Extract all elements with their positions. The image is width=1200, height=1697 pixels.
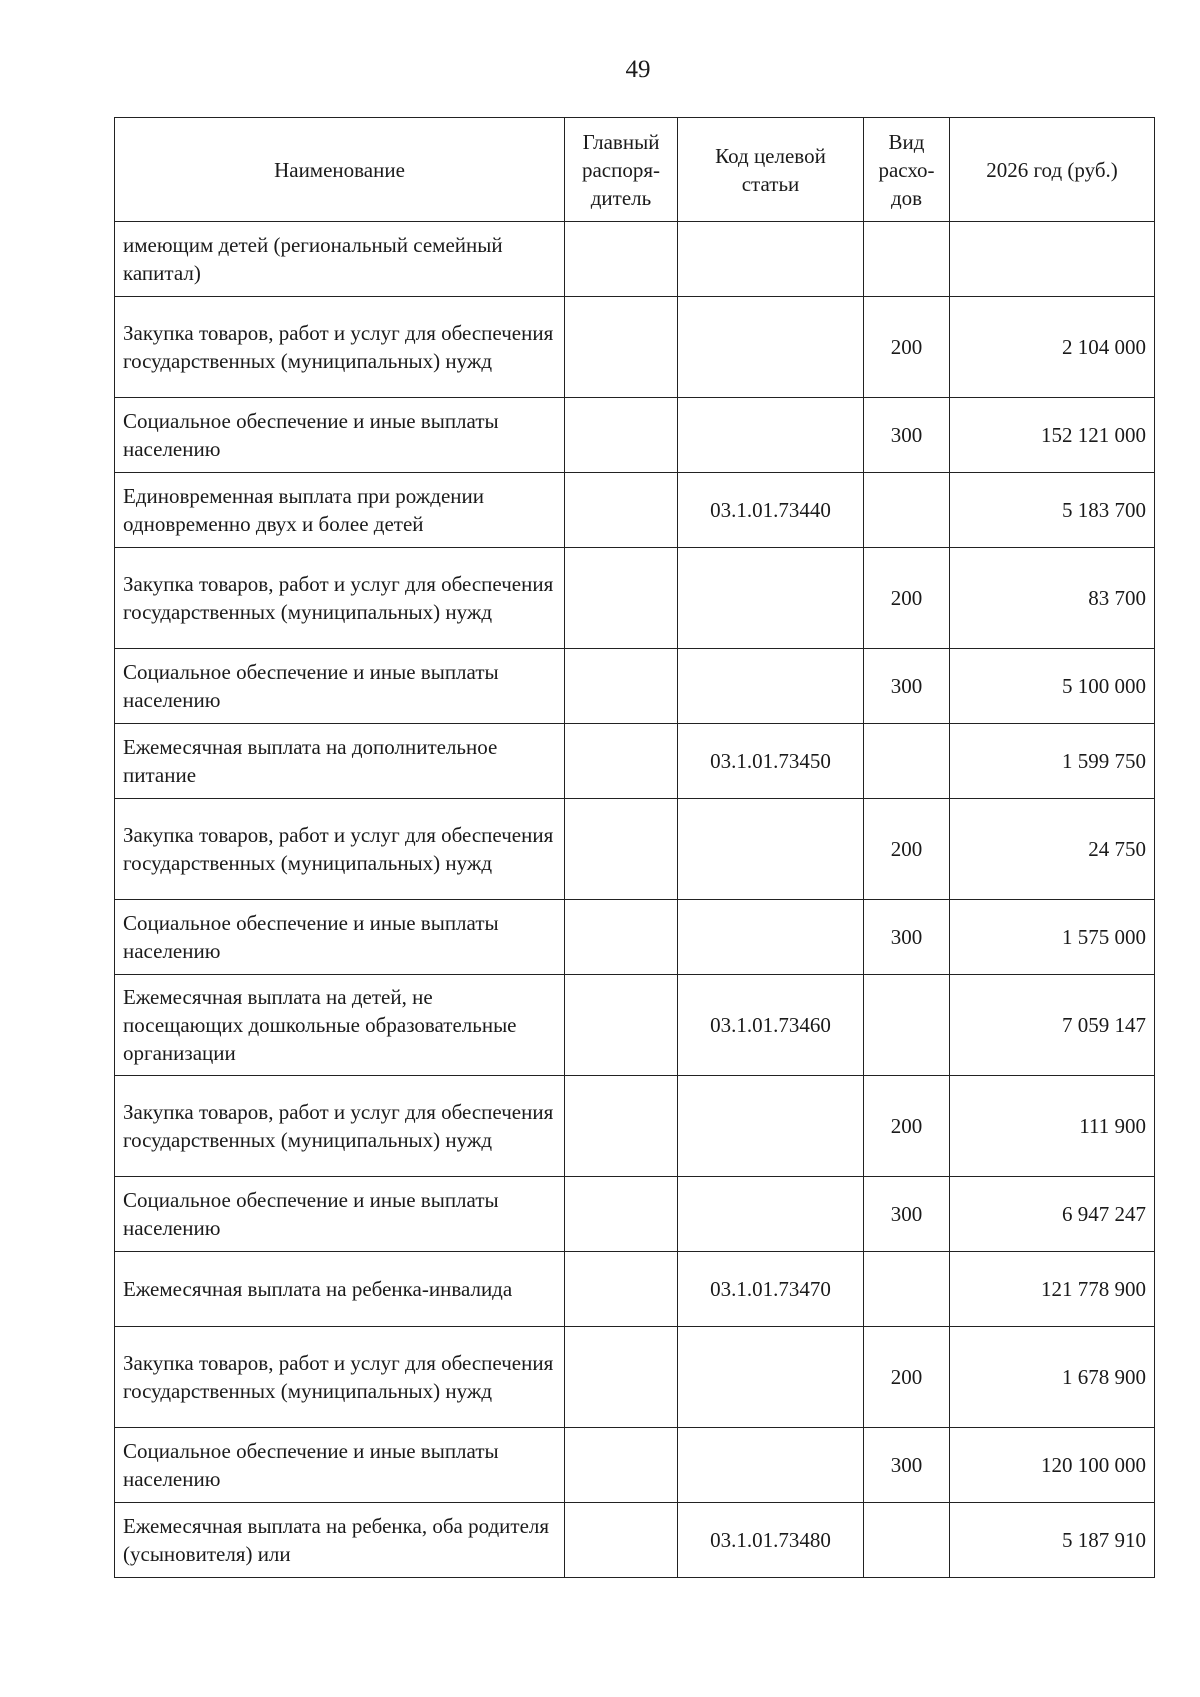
cell-expense-type [864, 975, 950, 1076]
cell-amount: 5 183 700 [950, 473, 1155, 548]
header-main-manager: Главный распоря-дитель [565, 118, 678, 222]
table-row [115, 473, 1155, 548]
cell-target-code: 03.1.01.73440 [678, 473, 864, 548]
cell-target-code: 03.1.01.73460 [678, 975, 864, 1076]
page-number: 49 [625, 56, 651, 83]
table-row [115, 649, 1155, 724]
cell-expense-type [864, 1503, 950, 1578]
cell-main-manager [565, 297, 678, 398]
table-row [115, 975, 1155, 1076]
cell-target-code [678, 1177, 864, 1252]
cell-amount: 5 100 000 [950, 649, 1155, 724]
cell-target-code [678, 649, 864, 724]
cell-target-code [678, 1076, 864, 1177]
cell-expense-type: 300 [864, 900, 950, 975]
table-row [115, 1177, 1155, 1252]
cell-expense-type: 300 [864, 1177, 950, 1252]
cell-main-manager [565, 222, 678, 297]
table-row [115, 548, 1155, 649]
cell-name: Закупка товаров, работ и услуг для обеспечения государственных (муниципальных) нужд [115, 1076, 565, 1177]
cell-amount: 1 599 750 [950, 724, 1155, 799]
table-row [115, 222, 1155, 297]
cell-main-manager [565, 1428, 678, 1503]
cell-target-code [678, 398, 864, 473]
cell-expense-type: 200 [864, 297, 950, 398]
cell-main-manager [565, 548, 678, 649]
cell-expense-type: 200 [864, 799, 950, 900]
cell-expense-type [864, 222, 950, 297]
cell-amount: 121 778 900 [950, 1252, 1155, 1327]
table-row [115, 724, 1155, 799]
cell-amount: 152 121 000 [950, 398, 1155, 473]
cell-main-manager [565, 724, 678, 799]
cell-amount: 1 575 000 [950, 900, 1155, 975]
cell-name: Ежемесячная выплата на ребенка-инвалида [115, 1252, 565, 1327]
cell-name: Социальное обеспечение и иные выплаты населению [115, 1177, 565, 1252]
cell-target-code: 03.1.01.73470 [678, 1252, 864, 1327]
cell-main-manager [565, 1076, 678, 1177]
cell-expense-type: 300 [864, 649, 950, 724]
cell-name: Социальное обеспечение и иные выплаты населению [115, 398, 565, 473]
cell-target-code [678, 1327, 864, 1428]
cell-amount [950, 222, 1155, 297]
cell-main-manager [565, 398, 678, 473]
cell-name: Ежемесячная выплата на дополнительное питание [115, 724, 565, 799]
cell-expense-type: 200 [864, 1327, 950, 1428]
table-row [115, 1076, 1155, 1177]
cell-main-manager [565, 900, 678, 975]
table-row [115, 398, 1155, 473]
cell-name: Ежемесячная выплата на детей, не посещающих дошкольные образовательные организации [115, 975, 565, 1076]
cell-target-code [678, 297, 864, 398]
cell-main-manager [565, 649, 678, 724]
table-row [115, 297, 1155, 398]
cell-expense-type [864, 473, 950, 548]
cell-main-manager [565, 1327, 678, 1428]
cell-expense-type: 300 [864, 1428, 950, 1503]
cell-target-code [678, 548, 864, 649]
cell-main-manager [565, 799, 678, 900]
cell-expense-type: 300 [864, 398, 950, 473]
cell-expense-type [864, 1252, 950, 1327]
header-target-code: Код целевой статьи [678, 118, 864, 222]
cell-target-code [678, 1428, 864, 1503]
cell-expense-type: 200 [864, 548, 950, 649]
cell-target-code [678, 222, 864, 297]
cell-main-manager [565, 1503, 678, 1578]
cell-main-manager [565, 1252, 678, 1327]
cell-target-code [678, 799, 864, 900]
cell-amount: 6 947 247 [950, 1177, 1155, 1252]
table-row [115, 1327, 1155, 1428]
cell-amount: 120 100 000 [950, 1428, 1155, 1503]
cell-target-code: 03.1.01.73480 [678, 1503, 864, 1578]
header-expense-type: Вид расхо-дов [864, 118, 950, 222]
cell-expense-type [864, 724, 950, 799]
header-row [115, 118, 1155, 222]
cell-name: Закупка товаров, работ и услуг для обеспечения государственных (муниципальных) нужд [115, 297, 565, 398]
cell-name: Социальное обеспечение и иные выплаты населению [115, 900, 565, 975]
header-year-2026: 2026 год (руб.) [950, 118, 1155, 222]
cell-name: Единовременная выплата при рождении одновременно двух и более детей [115, 473, 565, 548]
cell-amount: 7 059 147 [950, 975, 1155, 1076]
cell-amount: 24 750 [950, 799, 1155, 900]
cell-amount: 1 678 900 [950, 1327, 1155, 1428]
cell-target-code [678, 900, 864, 975]
budget-table [114, 117, 1155, 1578]
table-body [115, 222, 1155, 1578]
cell-name: Ежемесячная выплата на ребенка, оба родителя (усыновителя) или [115, 1503, 565, 1578]
cell-name: Социальное обеспечение и иные выплаты населению [115, 649, 565, 724]
cell-name: Закупка товаров, работ и услуг для обеспечения государственных (муниципальных) нужд [115, 548, 565, 649]
table-row [115, 1428, 1155, 1503]
header-name: Наименование [115, 118, 565, 222]
table-row [115, 1252, 1155, 1327]
table-row [115, 799, 1155, 900]
cell-target-code: 03.1.01.73450 [678, 724, 864, 799]
cell-expense-type: 200 [864, 1076, 950, 1177]
cell-amount: 111 900 [950, 1076, 1155, 1177]
cell-name: Закупка товаров, работ и услуг для обеспечения государственных (муниципальных) нужд [115, 1327, 565, 1428]
cell-name: Закупка товаров, работ и услуг для обеспечения государственных (муниципальных) нужд [115, 799, 565, 900]
table-row [115, 900, 1155, 975]
table-row [115, 1503, 1155, 1578]
table-header [115, 118, 1155, 222]
cell-main-manager [565, 975, 678, 1076]
cell-amount: 2 104 000 [950, 297, 1155, 398]
cell-name: имеющим детей (региональный семейный капитал) [115, 222, 565, 297]
cell-main-manager [565, 1177, 678, 1252]
cell-name: Социальное обеспечение и иные выплаты населению [115, 1428, 565, 1503]
cell-amount: 83 700 [950, 548, 1155, 649]
cell-main-manager [565, 473, 678, 548]
cell-amount: 5 187 910 [950, 1503, 1155, 1578]
